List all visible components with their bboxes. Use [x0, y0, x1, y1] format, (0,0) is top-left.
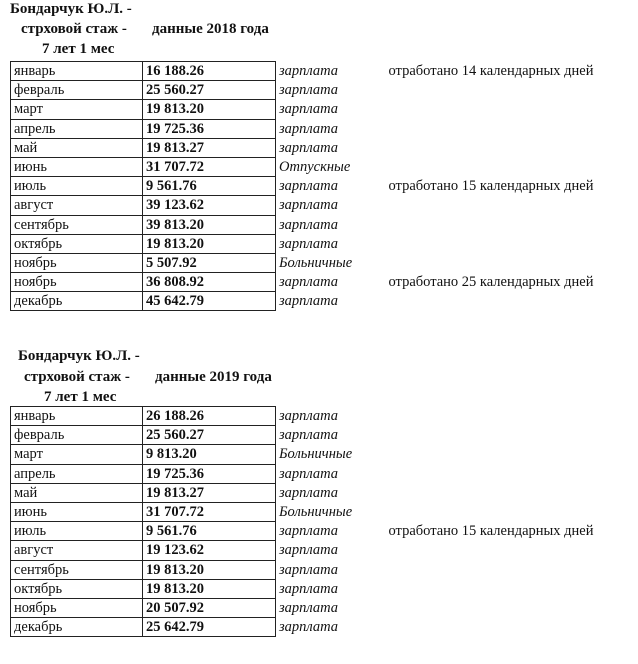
- month-cell: апрель: [11, 119, 143, 138]
- note-cell: [386, 464, 597, 483]
- month-cell: ноябрь: [11, 598, 143, 617]
- month-cell: декабрь: [11, 618, 143, 637]
- pay-type-cell: зарплата: [276, 100, 386, 119]
- stazh-label: стрховой стаж -: [24, 369, 130, 385]
- month-cell: январь: [11, 407, 143, 426]
- pay-type-cell: Больничные: [276, 253, 386, 272]
- table-row: [11, 62, 597, 81]
- note-cell: [386, 81, 597, 100]
- stazh-label: стрховой стаж -: [21, 21, 127, 37]
- pay-type-cell: зарплата: [276, 464, 386, 483]
- note-cell: отработано 15 календарных дней: [388, 178, 594, 195]
- table-row: [11, 157, 597, 176]
- month-cell: февраль: [11, 426, 143, 445]
- pay-type-cell: зарплата: [276, 426, 386, 445]
- amount-cell: 19 123.62: [143, 541, 276, 560]
- amount-cell: 26 188.26: [143, 407, 276, 426]
- month-cell: март: [11, 100, 143, 119]
- pay-type-cell: зарплата: [276, 196, 386, 215]
- note-cell: [386, 215, 597, 234]
- table-row: [11, 292, 597, 311]
- note-cell: [386, 234, 597, 253]
- month-cell: ноябрь: [11, 253, 143, 272]
- amount-cell: 19 813.20: [143, 100, 276, 119]
- amount-cell: 39 123.62: [143, 196, 276, 215]
- pay-type-cell: Больничные: [276, 445, 386, 464]
- pay-type-cell: зарплата: [276, 215, 386, 234]
- month-cell: сентябрь: [11, 560, 143, 579]
- salary-table-body: [11, 407, 597, 637]
- pay-type-cell: зарплата: [276, 483, 386, 502]
- note-cell: отработано 14 календарных дней: [388, 63, 594, 80]
- table-row: [11, 483, 597, 502]
- table-row: [11, 560, 597, 579]
- amount-cell: 5 507.92: [143, 253, 276, 272]
- table-row: [11, 445, 597, 464]
- note-cell: [386, 119, 597, 138]
- amount-cell: 39 813.20: [143, 215, 276, 234]
- amount-cell: 19 725.36: [143, 464, 276, 483]
- pay-type-cell: зарплата: [276, 618, 386, 637]
- month-cell: август: [11, 196, 143, 215]
- amount-cell: 25 560.27: [143, 426, 276, 445]
- table-row: [11, 541, 597, 560]
- note-cell: [386, 100, 597, 119]
- salary-table: [10, 61, 597, 311]
- note-cell: [386, 196, 597, 215]
- table-row: [11, 253, 597, 272]
- pay-type-cell: зарплата: [276, 292, 386, 311]
- month-cell: март: [11, 445, 143, 464]
- table-row: [11, 177, 597, 196]
- month-cell: май: [11, 483, 143, 502]
- pay-type-cell: зарплата: [276, 119, 386, 138]
- note-cell: отработано 25 календарных дней: [388, 274, 594, 291]
- table-row: [11, 234, 597, 253]
- pay-type-cell: зарплата: [276, 234, 386, 253]
- note-cell: [386, 407, 597, 426]
- month-cell: август: [11, 541, 143, 560]
- pay-type-cell: зарплата: [276, 407, 386, 426]
- table-row: [11, 426, 597, 445]
- note-cell: [386, 426, 597, 445]
- table-row: [11, 119, 597, 138]
- month-cell: ноябрь: [11, 273, 143, 292]
- note-cell: [386, 560, 597, 579]
- note-cell: [386, 253, 597, 272]
- table-row: [11, 464, 597, 483]
- table-row: [11, 522, 597, 541]
- amount-cell: 19 813.20: [143, 560, 276, 579]
- month-cell: июнь: [11, 157, 143, 176]
- amount-cell: 19 813.20: [143, 234, 276, 253]
- note-cell: [386, 138, 597, 157]
- note-cell: [386, 445, 597, 464]
- salary-table: [10, 406, 597, 637]
- note-cell: отработано 15 календарных дней: [388, 523, 594, 540]
- amount-cell: 19 813.20: [143, 579, 276, 598]
- table-row: [11, 273, 597, 292]
- pay-type-cell: зарплата: [276, 62, 386, 81]
- pay-type-cell: Больничные: [276, 502, 386, 521]
- pay-type-cell: зарплата: [276, 177, 386, 196]
- table-row: [11, 196, 597, 215]
- data-year-label: данные 2019 года: [155, 369, 272, 385]
- note-cell: [386, 541, 597, 560]
- table-row: [11, 502, 597, 521]
- month-cell: январь: [11, 62, 143, 81]
- note-cell: [386, 157, 597, 176]
- note-cell: [386, 502, 597, 521]
- table-row: [11, 215, 597, 234]
- amount-cell: 45 642.79: [143, 292, 276, 311]
- stazh-value: 7 лет 1 мес: [44, 389, 117, 405]
- table-row: [11, 407, 597, 426]
- amount-cell: 20 507.92: [143, 598, 276, 617]
- amount-cell: 9 561.76: [143, 522, 276, 541]
- note-cell: [386, 598, 597, 617]
- month-cell: сентябрь: [11, 215, 143, 234]
- table-row: [11, 81, 597, 100]
- month-cell: апрель: [11, 464, 143, 483]
- month-cell: май: [11, 138, 143, 157]
- pay-type-cell: зарплата: [276, 138, 386, 157]
- note-cell: [386, 579, 597, 598]
- month-cell: июнь: [11, 502, 143, 521]
- month-cell: июль: [11, 522, 143, 541]
- pay-type-cell: зарплата: [276, 560, 386, 579]
- employee-name: Бондарчук Ю.Л. -: [18, 348, 140, 364]
- month-cell: февраль: [11, 81, 143, 100]
- amount-cell: 9 813.20: [143, 445, 276, 464]
- note-cell: [386, 618, 597, 637]
- table-row: [11, 598, 597, 617]
- month-cell: октябрь: [11, 234, 143, 253]
- amount-cell: 31 707.72: [143, 502, 276, 521]
- pay-type-cell: зарплата: [276, 81, 386, 100]
- note-cell: [386, 483, 597, 502]
- pay-type-cell: Отпускные: [276, 157, 386, 176]
- table-row: [11, 100, 597, 119]
- table-row: [11, 579, 597, 598]
- pay-type-cell: зарплата: [276, 579, 386, 598]
- amount-cell: 19 725.36: [143, 119, 276, 138]
- data-year-label: данные 2018 года: [152, 21, 269, 37]
- table-row: [11, 138, 597, 157]
- note-cell: [386, 292, 597, 311]
- amount-cell: 31 707.72: [143, 157, 276, 176]
- amount-cell: 19 813.27: [143, 138, 276, 157]
- amount-cell: 9 561.76: [143, 177, 276, 196]
- salary-table-body: [11, 62, 597, 311]
- amount-cell: 16 188.26: [143, 62, 276, 81]
- month-cell: октябрь: [11, 579, 143, 598]
- amount-cell: 36 808.92: [143, 273, 276, 292]
- amount-cell: 25 642.79: [143, 618, 276, 637]
- month-cell: июль: [11, 177, 143, 196]
- pay-type-cell: зарплата: [276, 541, 386, 560]
- pay-type-cell: зарплата: [276, 273, 386, 292]
- pay-type-cell: зарплата: [276, 598, 386, 617]
- amount-cell: 19 813.27: [143, 483, 276, 502]
- month-cell: декабрь: [11, 292, 143, 311]
- employee-name: Бондарчук Ю.Л. -: [10, 1, 132, 17]
- amount-cell: 25 560.27: [143, 81, 276, 100]
- stazh-value: 7 лет 1 мес: [42, 41, 115, 57]
- pay-type-cell: зарплата: [276, 522, 386, 541]
- table-row: [11, 618, 597, 637]
